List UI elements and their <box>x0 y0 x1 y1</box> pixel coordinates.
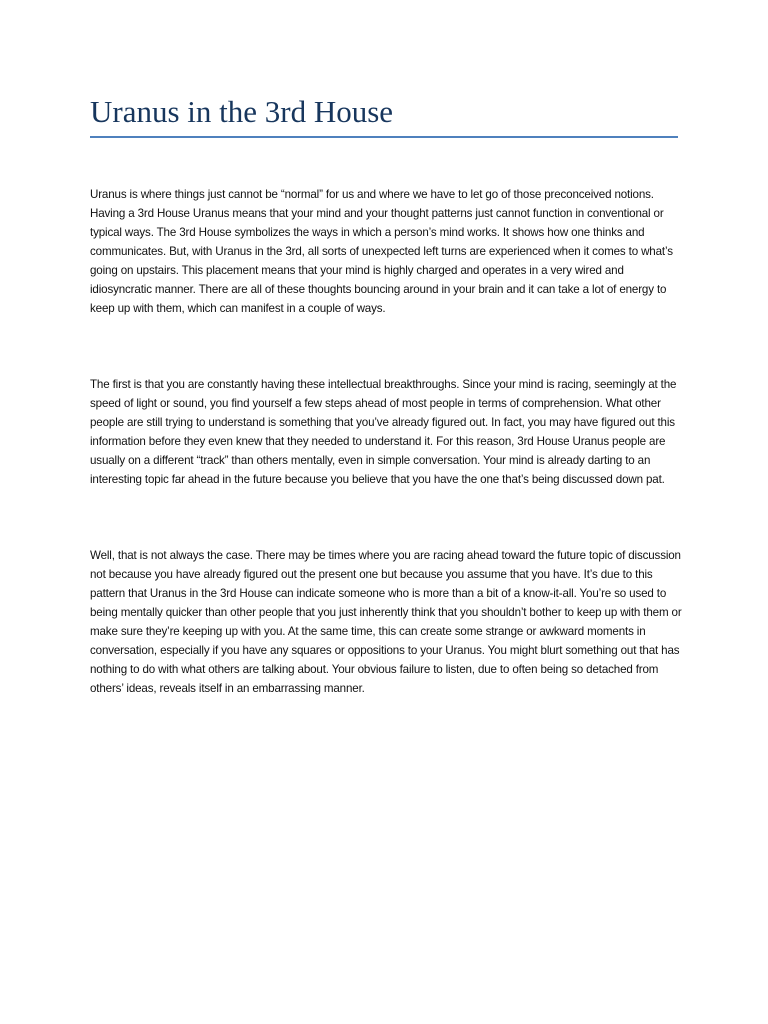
paragraph-2: The first is that you are constantly having these intellectual breakthroughs. Since your mind is racing, seemingly at the speed of light or sound, you find yourself a few steps ahead of most people in terms of comprehension. What other people are still trying to understand is something that you’ve already figured out. In fact, you may have figured out this information before they even knew that they needed to understand it. For this reason, 3rd House Uranus people are usually on a different “track” than others mentally, even in simple conversation. Your mind is already darting to an interesting topic far ahead in the future because you believe that you have the one that’s being discussed down pat. <box>90 378 677 486</box>
paragraph-3: Well, that is not always the case. There may be times where you are racing ahead toward the future topic of discussion not because you have already figured out the present one but because you assume that you have. It’s due to this pattern that Uranus in the 3rd House can indicate someone who is more than a bit of a know-it-all. You’re so used to being mentally quicker than other people that you just inherently think that you shouldn’t bother to keep up with them or make sure they’re keeping up with you. At the same time, this can create some strange or awkward moments in conversation, especially if you have any squares or oppositions to your Uranus. You might blurt something out that has nothing to do with what others are talking about. Your obvious failure to listen, due to often being so detached from others’ ideas, reveals itself in an embarrassing manner. <box>90 549 682 695</box>
paragraph-1: Uranus is where things just cannot be “normal” for us and where we have to let go of those preconceived notions. Having a 3rd House Uranus means that your mind and your thought patterns just cannot function in conventional or typical ways. The 3rd House symbolizes the ways in which a person’s mind works. It shows how one thinks and communicates. But, with Uranus in the 3rd, all sorts of unexpected left turns are experienced when it comes to what’s going on upstairs. This placement means that your mind is highly charged and operates in a very wired and idiosyncratic manner. There are all of these thoughts bouncing around in your brain and it can take a lot of energy to keep up with them, which can manifest in a couple of ways. <box>90 188 673 315</box>
title-underline-divider <box>90 136 678 138</box>
document-title: Uranus in the 3rd House <box>90 94 394 129</box>
